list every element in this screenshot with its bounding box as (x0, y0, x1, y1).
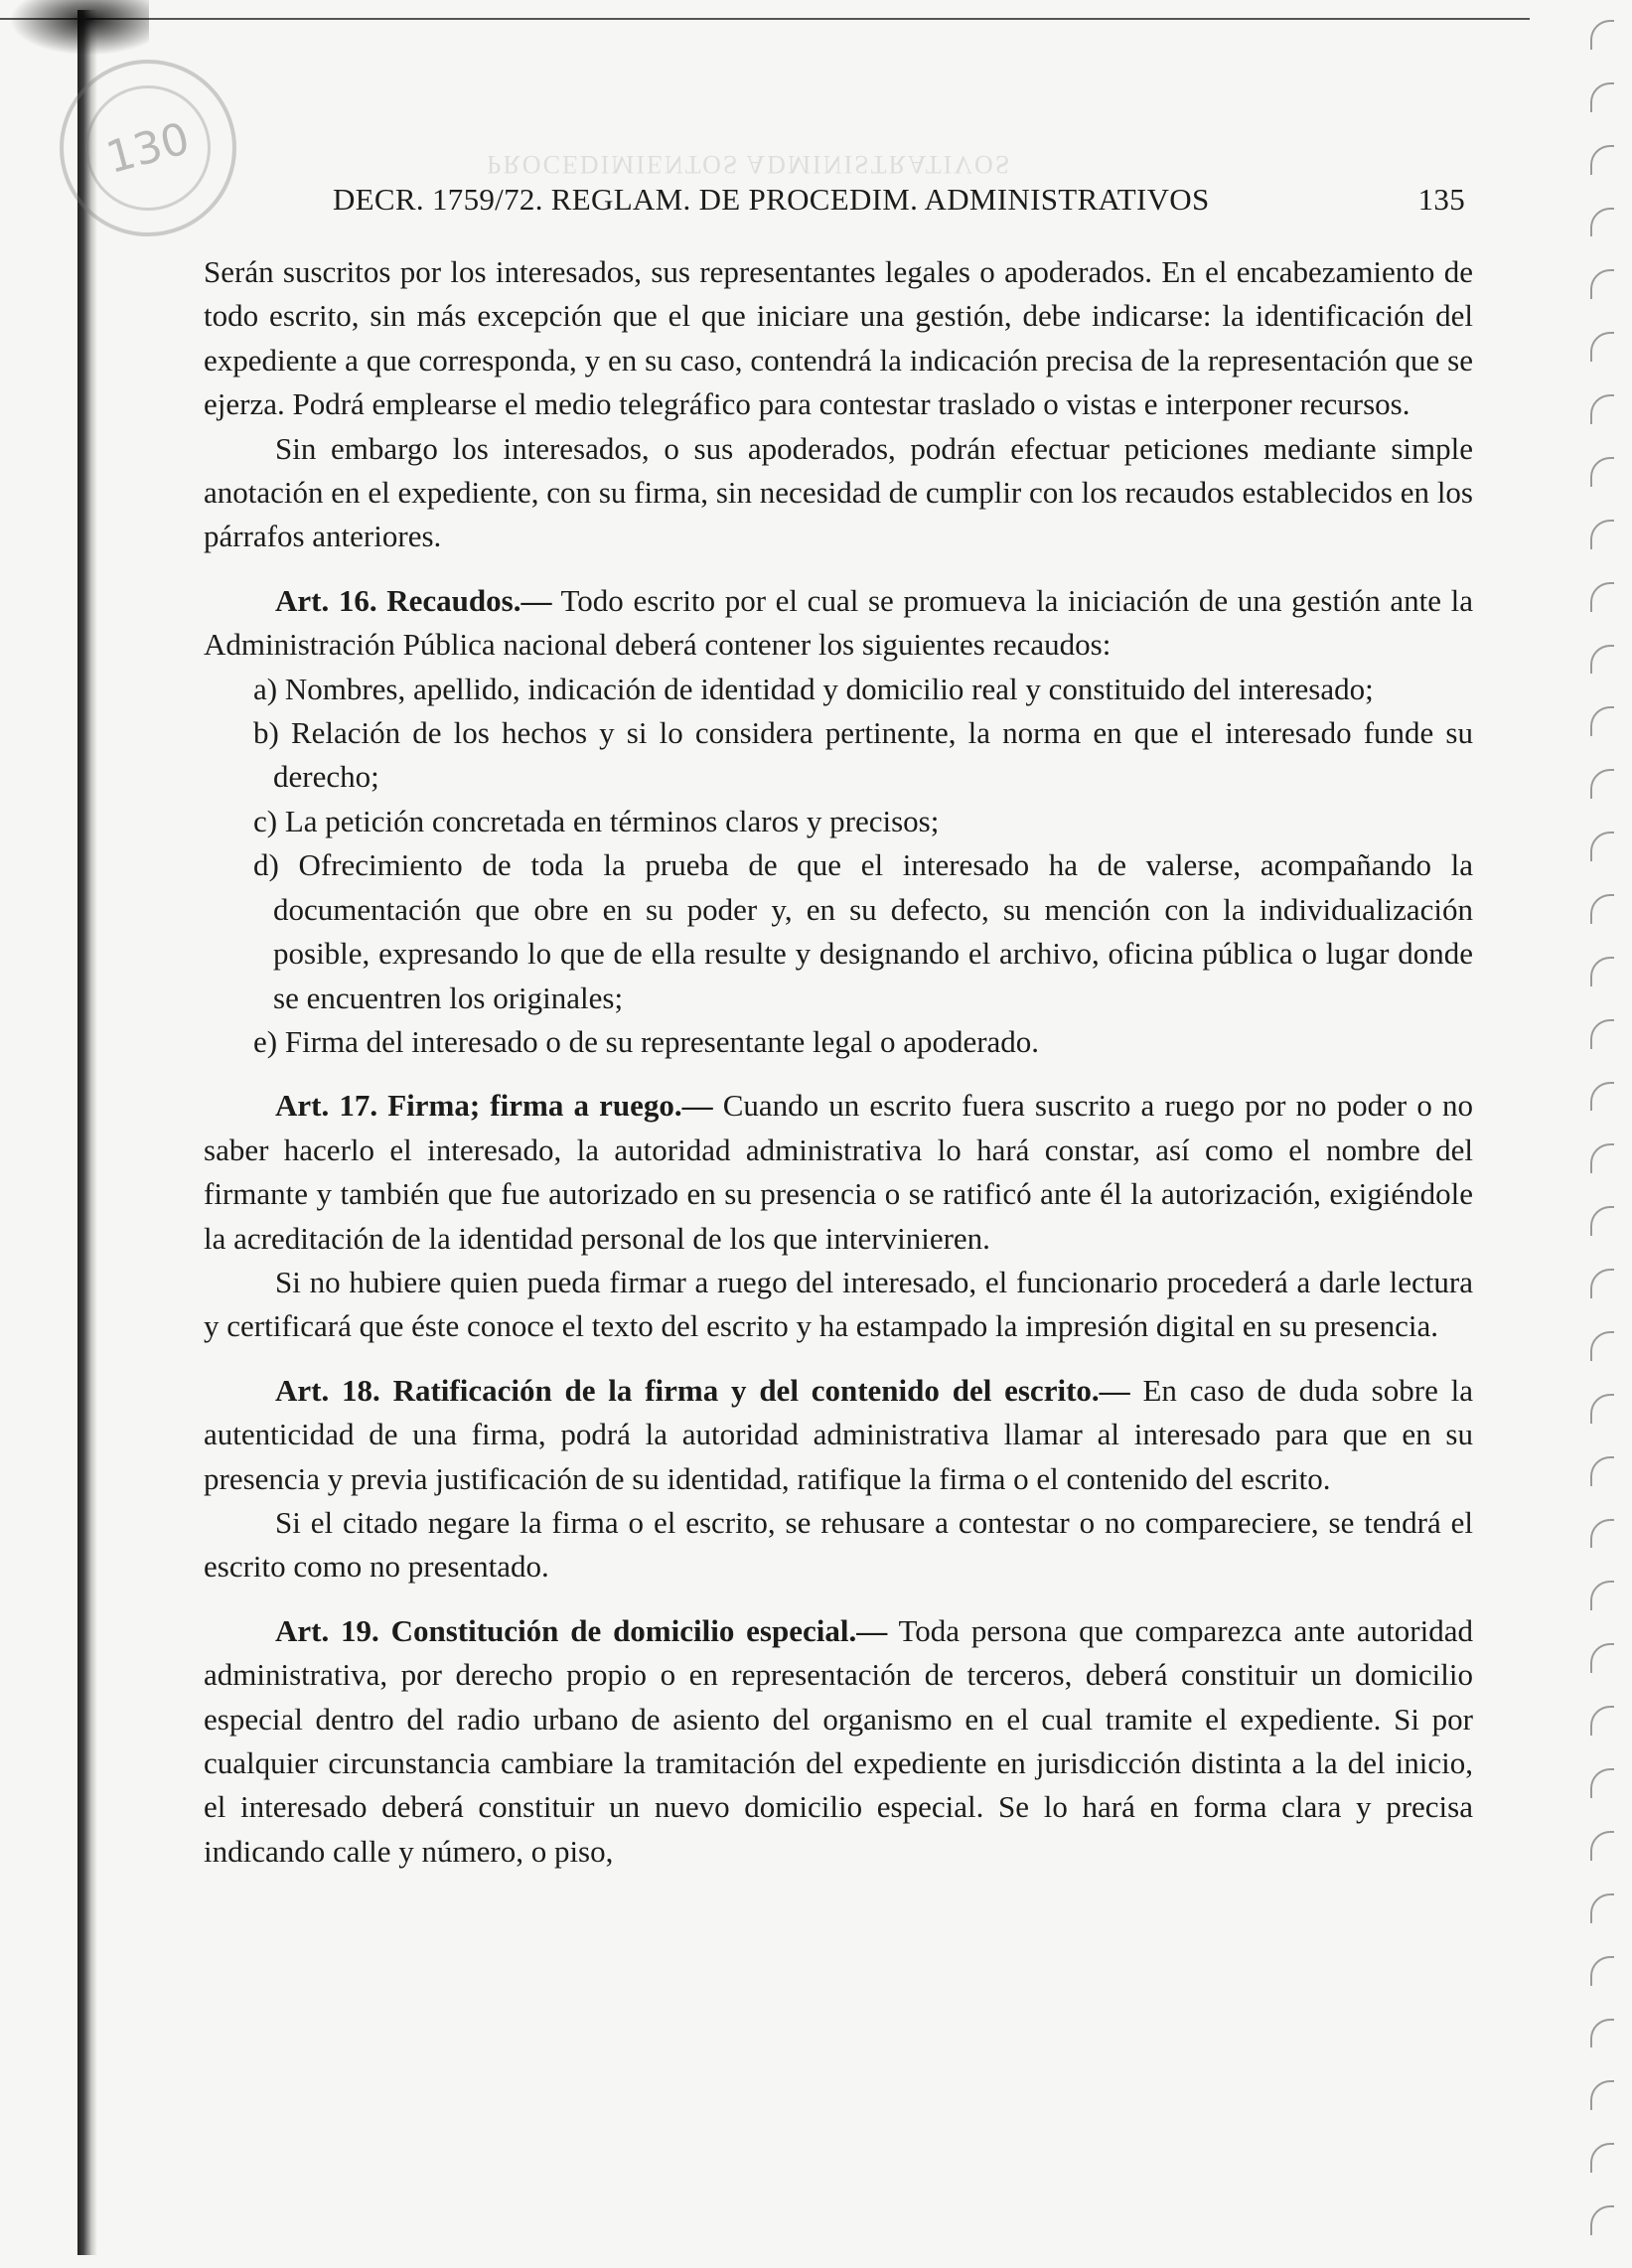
article-16: Art. 16. Recaudos.— Todo escrito por el cual se promueva la iniciación de una gestión ante la Administración Pública nacional deberá contener los siguientes recaudos: (204, 582, 1473, 663)
list-item: e) Firma del interesado o de su representante legal o apoderado. (253, 1023, 1040, 1059)
bleed-through-text: PROCEDIMIENTOS ADMINISTRATIVOS (487, 150, 1012, 179)
running-title: DECR. 1759/72. REGLAM. DE PROCEDIM. ADMINISTRATIVOS (333, 182, 1210, 217)
list-item: d) Ofrecimiento de toda la prueba de que el interesado ha de valerse, acompañando la documentación que obre en su poder y, en su defecto, su mención con la individualización posible, expresando lo que de ella resulte y designando el archivo, oficina pública o lugar donde se encuentren los originales; (253, 847, 1473, 1015)
list-item: b) Relación de los hechos y si lo considera pertinente, la norma en que el interesado funde su derecho; (253, 715, 1473, 795)
library-stamp-inner (85, 85, 211, 211)
article-heading: Art. 17. Firma; firma a ruego.— (275, 1088, 713, 1124)
article-heading: Art. 19. Constitución de domicilio especial.— (275, 1612, 888, 1648)
article-18: Art. 18. Ratificación de la firma y del contenido del escrito.— En caso de duda sobre la autenticidad de una firma, podrá la autoridad administrativa llamar al interesado para que en su presencia y previa justificación de su identidad, ratifique la firma o el contenido del escrito. (204, 1372, 1473, 1496)
article-17: Art. 17. Firma; firma a ruego.— Cuando un escrito fuera suscrito a ruego por no poder o no saber hacerlo el interesado, la autoridad administrativa lo hará constar, así como el nombre del firmante y también que fue autorizado en su presencia o se ratificó ante él la autorización, exigiéndole la acreditación de la identidad personal de los que intervinieren. (204, 1088, 1473, 1256)
running-header (333, 182, 1465, 218)
binding-shadow (77, 10, 97, 2255)
stamp-number: 130 (100, 112, 196, 184)
article-heading: Art. 18. Ratificación de la firma y del contenido del escrito.— (275, 1372, 1130, 1408)
scan-top-edge (0, 0, 1530, 20)
list-item: a) Nombres, apellido, indicación de identidad y domicilio real y constituido del interesado; (253, 671, 1374, 706)
article-heading: Art. 16. Recaudos.— (275, 582, 552, 618)
list-item: c) La petición concretada en términos claros y precisos; (253, 803, 940, 838)
page-number: 135 (1417, 182, 1465, 217)
page-body (204, 250, 1473, 1874)
article-19: Art. 19. Constitución de domicilio especial.— Toda persona que comparezca ante autoridad administrativa, por derecho propio o en representación de terceros, deberá constituir un domicilio especial dentro del radio urbano de asiento del organismo en el cual tramite el expediente. Si por cualquier circunstancia cambiare la tramitación del expediente en jurisdicción distinta a la del inicio, el interesado deberá constituir un nuevo domicilio especial. Se lo hará en forma clara y precisa indicando calle y número, o piso, (204, 1612, 1474, 1869)
page-edge-marks (1572, 0, 1632, 2268)
paragraph: Sin embargo los interesados, o sus apoderados, podrán efectuar peticiones mediante simple anotación en el expediente, con su firma, sin necesidad de cumplir con los recaudos establecidos en los párrafos anteriores. (204, 430, 1473, 554)
paragraph: Si no hubiere quien pueda firmar a ruego del interesado, el funcionario procederá a darle lectura y certificará que éste conoce el texto del escrito y ha estampado la impresión digital en su presencia. (204, 1264, 1473, 1344)
paragraph: Serán suscritos por los interesados, sus representantes legales o apoderados. En el encabezamiento de todo escrito, sin más excepción que el que iniciare una gestión, debe indicarse: la identificación del expediente a que corresponda, y en su caso, contendrá la indicación precisa de la representación que se ejerza. Podrá emplearse el medio telegráfico para contestar traslado o vistas e interponer recursos. (204, 254, 1473, 422)
library-stamp (60, 60, 236, 236)
paragraph: Si el citado negare la firma o el escrito, se rehusare a contestar o no compareciere, se tendrá el escrito como no presentado. (204, 1504, 1473, 1585)
binding-corner-shadow (0, 0, 149, 60)
